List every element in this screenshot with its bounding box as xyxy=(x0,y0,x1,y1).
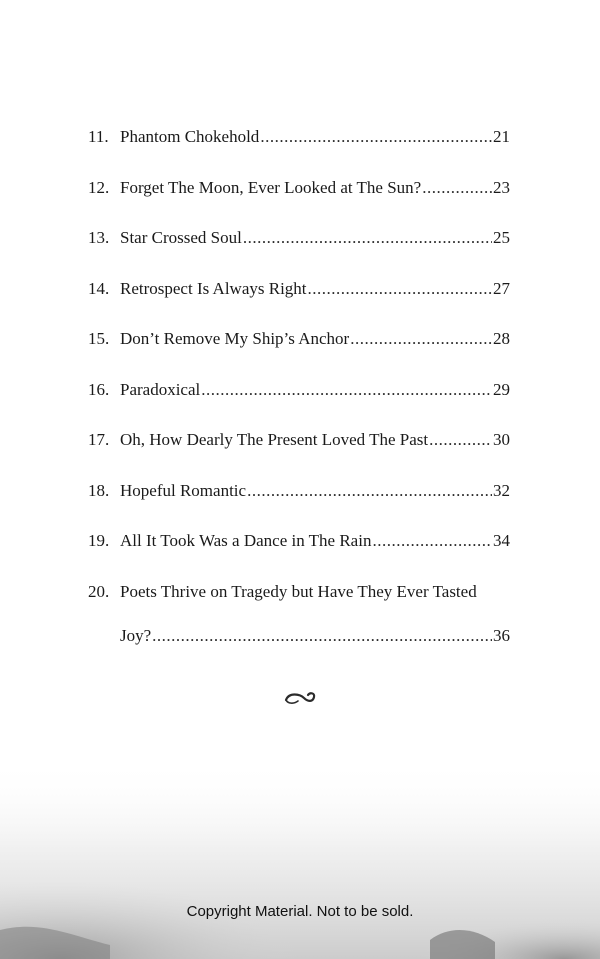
toc-leader-dots xyxy=(372,522,492,560)
toc-entry-page: 30 xyxy=(493,430,510,449)
toc-leader-dots xyxy=(243,219,492,257)
toc-entry-page: 36 xyxy=(493,625,510,645)
toc-entry-page: 23 xyxy=(493,177,510,197)
toc-leader-dots xyxy=(308,270,492,308)
toc-entry-page: 34 xyxy=(493,531,510,550)
toc-entry-number: 11. xyxy=(88,127,109,146)
toc-entry-title[interactable]: Star Crossed Soul xyxy=(120,228,242,247)
toc-entry[interactable] xyxy=(88,371,510,422)
toc-leader-dots xyxy=(429,421,492,459)
toc-entry-title[interactable]: Forget The Moon, Ever Looked at The Sun? xyxy=(120,177,422,197)
toc-entry-page: 28 xyxy=(493,329,510,348)
toc-entry-page: 29 xyxy=(493,379,510,399)
toc-entry[interactable] xyxy=(88,522,510,573)
copyright-notice: Copyright Material. Not to be sold. xyxy=(186,903,414,920)
table-of-contents xyxy=(88,118,510,673)
toc-entry-page: 21 xyxy=(493,127,510,146)
toc-leader-dots xyxy=(260,118,492,156)
toc-entry-number: 20. xyxy=(88,581,110,601)
toc-entry[interactable] xyxy=(88,219,510,270)
toc-entry-page: 32 xyxy=(493,480,510,500)
toc-entry-title[interactable]: Hopeful Romantic xyxy=(120,480,247,500)
toc-entry-title[interactable]: Don’t Remove My Ship’s Anchor xyxy=(120,329,350,348)
toc-entry[interactable] xyxy=(88,270,510,321)
toc-entry-title-continued[interactable]: Joy? xyxy=(120,625,152,645)
misty-landscape-background xyxy=(0,760,600,959)
toc-entry-number: 12. xyxy=(88,177,110,197)
toc-entry-title[interactable]: Phantom Chokehold xyxy=(120,127,260,146)
toc-entry-page: 27 xyxy=(493,278,510,298)
toc-entry-title[interactable]: All It Took Was a Dance in The Rain xyxy=(120,531,372,550)
toc-entry-page: 25 xyxy=(493,228,510,247)
toc-entry-number: 19. xyxy=(88,531,110,550)
toc-entry-title[interactable]: Poets Thrive on Tragedy but Have They Ever Tasted xyxy=(120,581,477,601)
toc-entry-number: 17. xyxy=(88,430,110,449)
toc-leader-dots xyxy=(422,169,492,207)
toc-entry-number: 16. xyxy=(88,379,110,399)
toc-entry[interactable] xyxy=(88,573,510,673)
toc-entry-title[interactable]: Retrospect Is Always Right xyxy=(120,278,307,298)
toc-entry[interactable] xyxy=(88,421,510,472)
toc-entry-number: 13. xyxy=(88,228,110,247)
toc-entry-title[interactable]: Oh, How Dearly The Present Loved The Past xyxy=(120,430,429,449)
swash-ornament-icon xyxy=(280,686,320,710)
toc-entry[interactable] xyxy=(88,472,510,523)
toc-leader-dots xyxy=(350,320,492,358)
toc-leader-dots xyxy=(152,617,492,655)
toc-entry[interactable] xyxy=(88,169,510,220)
toc-entry-title[interactable]: Paradoxical xyxy=(120,379,201,399)
toc-entry-number: 15. xyxy=(88,329,110,348)
toc-leader-dots xyxy=(201,371,492,409)
toc-entry-number: 14. xyxy=(88,278,110,298)
toc-entry[interactable] xyxy=(88,118,510,169)
toc-entry[interactable] xyxy=(88,320,510,371)
toc-entry-number: 18. xyxy=(88,480,110,500)
toc-leader-dots xyxy=(247,472,492,510)
